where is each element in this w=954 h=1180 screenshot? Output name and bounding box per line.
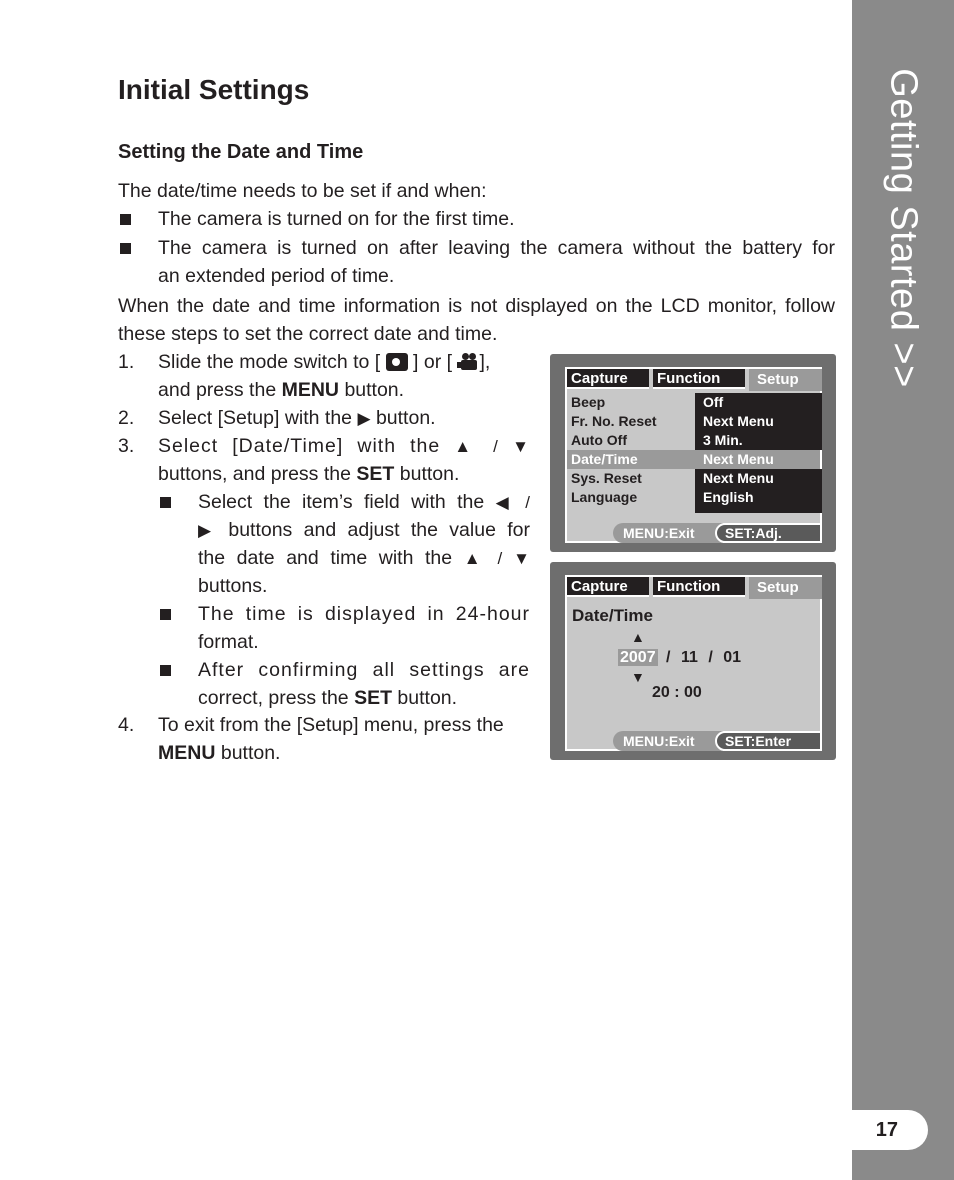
menu-row-fr-no-reset: [567, 412, 820, 431]
lcd-footer: [567, 731, 820, 751]
menu-button-ref: MENU: [281, 379, 340, 401]
day-field: 01: [723, 649, 742, 666]
bullet-marker: [120, 243, 131, 254]
down-arrow-icon: ▼: [631, 669, 645, 685]
step-text: button.: [220, 742, 281, 764]
menu-tabs: [567, 369, 820, 391]
lcd-screen: [565, 575, 822, 751]
sub-bullet-line2: [198, 684, 457, 712]
step-3-text: [158, 432, 530, 461]
sub-bullet-line4: buttons.: [198, 575, 268, 597]
set-enter-hint: SET:Enter: [715, 731, 822, 751]
menu-row-sys-reset: [567, 469, 820, 488]
step-2-text: [158, 404, 436, 433]
step-number: 2.: [118, 407, 135, 429]
menu-row-language: [567, 488, 820, 507]
row-value: Next Menu: [703, 451, 774, 467]
lcd-footer: [567, 523, 820, 543]
menu-exit-hint: MENU:Exit: [613, 523, 723, 543]
step-text: ] or [: [413, 351, 453, 373]
row-label: Sys. Reset: [571, 470, 642, 486]
tab-setup: Setup: [749, 369, 822, 391]
set-button-ref: SET: [354, 687, 392, 709]
sub-bullet-line2: format.: [198, 631, 259, 653]
step-text: buttons and adjust the value for: [228, 519, 531, 541]
step-number: 4.: [118, 714, 135, 736]
row-label: Language: [571, 489, 638, 505]
step-text: Select the item’s field with the: [198, 491, 485, 513]
step-text: the date and time with the: [198, 547, 453, 569]
section-heading: Setting the Date and Time: [118, 141, 364, 163]
row-value: Next Menu: [695, 469, 822, 488]
paragraph-cont: these steps to set the correct date and time.: [118, 323, 498, 345]
bullet-marker: [160, 665, 171, 676]
up-down-arrow-icons: ▲ / ▼: [454, 437, 530, 456]
step-text: correct, press the: [198, 687, 349, 709]
menu-row-auto-off: [567, 431, 820, 450]
step-4-line2: [158, 739, 280, 767]
sub-bullet-line3: [198, 544, 530, 573]
tab-function: Function: [653, 577, 745, 597]
step-text: and press the: [158, 379, 277, 401]
tab-capture: Capture: [567, 577, 649, 597]
row-label: Auto Off: [571, 432, 627, 448]
right-arrow-icon: ▶: [357, 409, 371, 428]
step-text: button.: [344, 379, 405, 401]
bullet-text: The camera is turned on for the first time.: [158, 208, 515, 230]
page-title: Initial Settings: [118, 74, 310, 105]
year-field: 2007: [620, 649, 656, 666]
row-label: Beep: [571, 394, 606, 410]
tab-function: Function: [653, 369, 745, 389]
bullet-marker: [120, 214, 131, 225]
date-separator: /: [708, 649, 713, 666]
up-down-arrow-icons: ▲ / ▼: [463, 549, 530, 568]
bullet-marker: [160, 497, 171, 508]
date-separator: /: [666, 649, 671, 666]
camera-icon: [386, 353, 408, 371]
lcd-setup-menu-screenshot: [550, 354, 836, 552]
step-text: Slide the mode switch to [: [158, 351, 381, 373]
time-field: 20 : 00: [652, 684, 702, 701]
step-text: button.: [375, 407, 436, 429]
tab-setup: Setup: [749, 577, 822, 599]
row-label: Fr. No. Reset: [571, 413, 657, 429]
step-1-line2: [158, 376, 404, 404]
step-text: ],: [479, 351, 491, 373]
lcd-screen: [565, 367, 822, 543]
row-value: English: [695, 488, 822, 507]
date-time-title: Date/Time: [572, 606, 653, 625]
intro-text: The date/time needs to be set if and when:: [118, 180, 487, 202]
section-title-vertical: Getting Started >>: [882, 68, 925, 388]
up-arrow-icon: ▲: [631, 629, 645, 645]
row-label: Date/Time: [571, 451, 638, 467]
step-1-text: [158, 348, 490, 376]
step-text: button.: [397, 687, 458, 709]
video-camera-icon: [457, 353, 479, 371]
value-column-bg: [695, 507, 822, 513]
page-number: 17: [852, 1110, 928, 1150]
menu-exit-hint: MENU:Exit: [613, 731, 723, 751]
sub-bullet-text: After confirming all settings are: [198, 659, 530, 681]
step-text: button.: [399, 463, 460, 485]
date-fields: [618, 648, 741, 668]
bullet-marker: [160, 609, 171, 620]
row-value: 3 Min.: [695, 431, 822, 450]
step-number: 1.: [118, 351, 135, 373]
menu-button-ref: MENU: [158, 742, 216, 764]
set-adj-hint: SET:Adj.: [715, 523, 822, 543]
row-value: Off: [695, 393, 822, 412]
step-4-text: To exit from the [Setup] menu, press the: [158, 714, 504, 736]
month-field: 11: [680, 649, 698, 666]
bullet-text: The camera is turned on after leaving the camera without the battery for: [158, 237, 835, 259]
set-button-ref: SET: [356, 463, 395, 485]
tab-capture: Capture: [567, 369, 649, 389]
menu-tabs: [567, 577, 820, 599]
menu-row-beep: [567, 393, 820, 412]
row-value: Next Menu: [695, 412, 822, 431]
step-text: Select [Setup] with the: [158, 407, 353, 429]
menu-row-date-time-selected: [567, 450, 820, 469]
step-3-line2: [158, 460, 459, 488]
step-text: buttons, and press the: [158, 463, 351, 485]
sub-bullet-text: [198, 488, 530, 517]
paragraph: When the date and time information is not displayed on the LCD monitor, follow: [118, 295, 835, 317]
step-text: Select [Date/Time] with the: [158, 435, 441, 457]
right-arrow-icon: ▶: [198, 521, 217, 540]
sub-bullet-line2: [198, 516, 530, 545]
sub-bullet-text: The time is displayed in 24-hour: [198, 603, 530, 625]
left-arrow-icon: ◀ /: [495, 493, 530, 512]
lcd-date-time-screenshot: [550, 562, 836, 760]
step-number: 3.: [118, 435, 135, 457]
bullet-text-cont: an extended period of time.: [158, 265, 395, 287]
